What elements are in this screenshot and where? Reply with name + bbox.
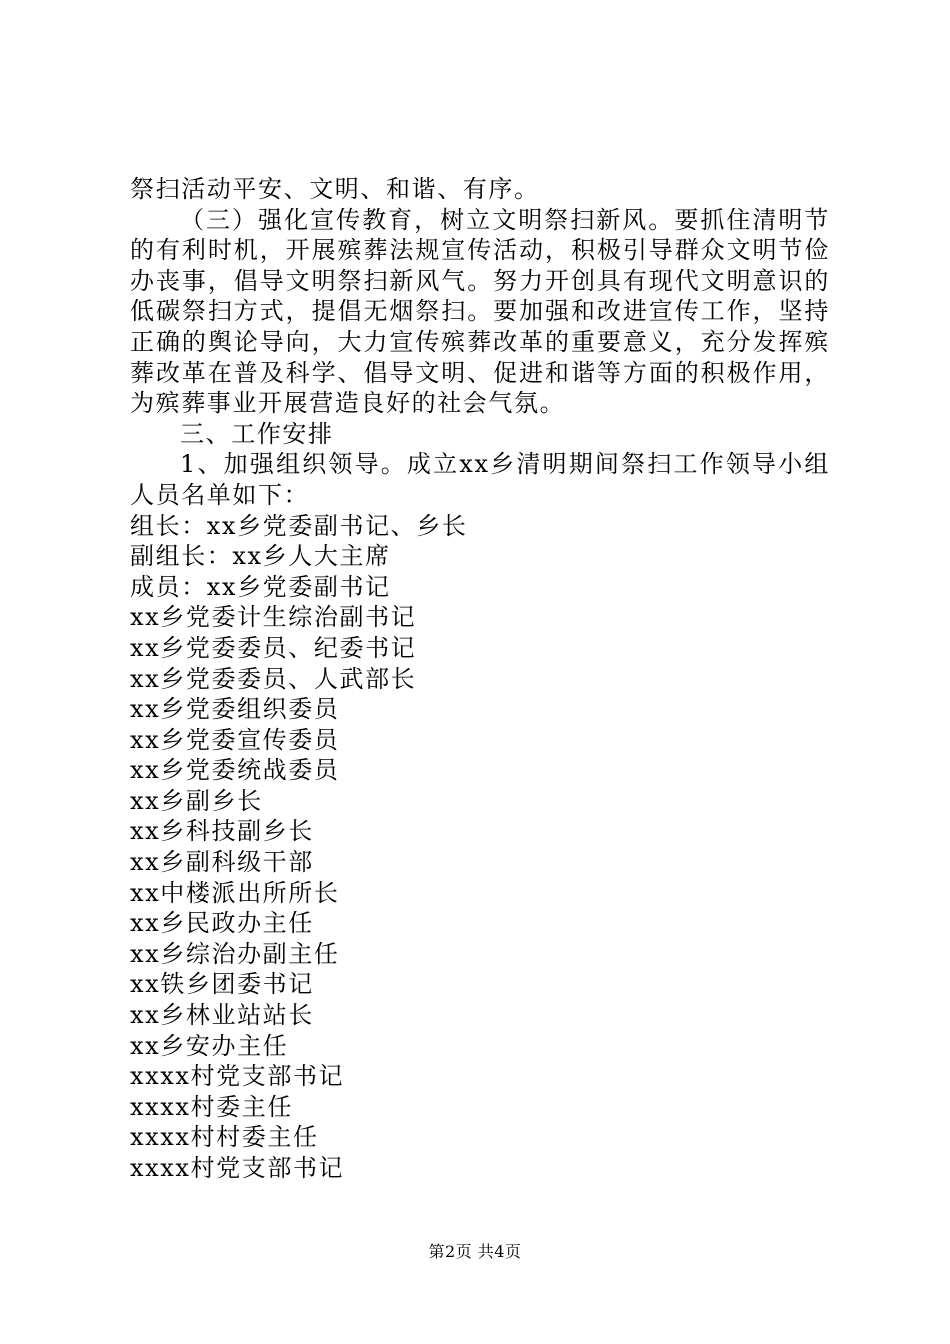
member-line: xxxx村村委主任	[130, 1123, 319, 1152]
page-number-footer: 第2页 共4页	[428, 1242, 522, 1261]
member-line: xx中楼派出所所长	[130, 878, 340, 907]
member-line: xx乡林业站站长	[130, 1001, 314, 1030]
member-line: xx乡综治办副主任	[130, 939, 340, 968]
member-list	[130, 511, 830, 1184]
member-line: xxxx村委主任	[130, 1092, 293, 1121]
member-line: xx乡安办主任	[130, 1031, 289, 1060]
member-line: xxxx村党支部书记	[130, 1154, 345, 1182]
member-line: xx乡党委委员、纪委书记	[130, 633, 417, 662]
section-heading-work-arrangement: 三、工作安排	[180, 419, 334, 448]
member-line: 成员：xx乡党委副书记	[130, 572, 391, 601]
member-line: xx乡副乡长	[130, 786, 263, 815]
member-line: xx乡党委组织委员	[130, 695, 340, 724]
member-line: xxxx村党支部书记	[130, 1062, 345, 1091]
member-line: xx乡民政办主任	[130, 909, 314, 938]
member-line: xx乡党委计生综治副书记	[130, 603, 417, 632]
document-body	[130, 174, 830, 1184]
member-line: xx乡科技副乡长	[130, 817, 314, 846]
member-line: xx乡副科级干部	[130, 848, 314, 877]
paragraph-continuation: 祭扫活动平安、文明、和谐、有序。	[130, 175, 540, 203]
member-line: xx乡党委委员、人武部长	[130, 664, 417, 693]
paragraph-publicity-education: （三）强化宣传教育，树立文明祭扫新风。要抓住清明节的有利时机，开展殡葬法规宣传活动，积极引导群众文明节俭办丧事，倡导文明祭扫新风气。努力开创具有现代文明意识的低碳祭扫方式，提倡无烟祭扫。要加强和改进宣传工作，坚持正确的舆论导向，大力宣传殡葬改革的重要意义，充分发挥殡葬改革在普及科学、倡导文明、促进和谐等方面的积极作用，为殡葬事业开展营造良好的社会气氛。	[130, 205, 830, 418]
member-line: xx乡党委统战委员	[130, 756, 340, 785]
member-line: 副组长：xx乡人大主席	[130, 542, 391, 571]
member-line: 组长：xx乡党委副书记、乡长	[130, 511, 468, 540]
member-line: xx乡党委宣传委员	[130, 725, 340, 754]
paragraph-organization-leadership: 1、加强组织领导。成立xx乡清明期间祭扫工作领导小组人员名单如下：	[130, 450, 830, 509]
member-line: xx铁乡团委书记	[130, 970, 314, 999]
